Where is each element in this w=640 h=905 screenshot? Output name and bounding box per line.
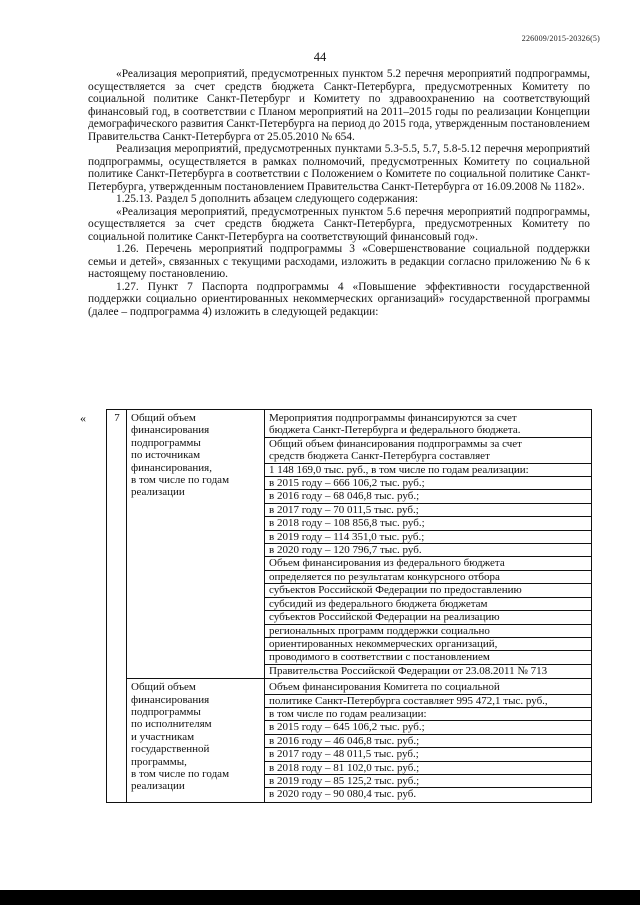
content-line: в 2015 году – 645 106,2 тыс. руб.;: [265, 721, 591, 734]
label-line: по исполнителям: [131, 718, 212, 731]
page-number: 44: [313, 50, 327, 64]
paragraph-funding-5-2: «Реализация мероприятий, предусмотренных пунктом 5.2 перечня мероприятий подпрограммы, осуществляется за счет средств бюджета Санкт-Петербурга, предусмотренных Комитету по социальной политике Санкт-Петербург и Комитету по здравоохранению на соответствующий финансовый год, в соответствии с Планом мероприятий на 2011–2015 годы по реализации Концепции демографического развития Санкт-Петербурга на период до 2015 года, утвержденным постановлением Правительства Санкт-Петербурга от 25.05.2010 № 654.: [88, 68, 590, 143]
label-line: Общий объем: [131, 681, 196, 694]
label-line: в том числе по годам: [131, 767, 230, 780]
content-line: средств бюджета Санкт-Петербурга составляет: [265, 450, 591, 463]
content-line: региональных программ поддержки социально: [265, 625, 591, 638]
label-line: финансирования,: [131, 461, 212, 474]
label-line: программы,: [131, 755, 187, 768]
content-line: определяется по результатам конкурсного отбора: [265, 571, 591, 584]
content-line: в 2016 году – 46 046,8 тыс. руб.;: [265, 735, 591, 748]
content-line: в 2019 году – 85 125,2 тыс. руб.;: [265, 775, 591, 788]
content-line: Объем финансирования из федерального бюджета: [265, 557, 591, 570]
content-line: в 2020 году – 120 796,7 тыс. руб.: [265, 544, 591, 557]
content-line: субсидий из федерального бюджета бюджетам: [265, 598, 591, 611]
content-line: в 2017 году – 48 011,5 тыс. руб.;: [265, 748, 591, 761]
content-line: субъектов Российской Федерации на реализацию: [265, 611, 591, 624]
content-line: в 2019 году – 114 351,0 тыс. руб.;: [265, 531, 591, 544]
label-line: реализации: [131, 486, 185, 499]
label-line: реализации: [131, 780, 185, 793]
row2-label-cell: [127, 679, 265, 803]
document-body: [88, 68, 590, 318]
label-line: по источникам: [131, 449, 201, 462]
content-line: субъектов Российской Федерации по предоставлению: [265, 584, 591, 597]
content-line: политике Санкт-Петербурга составляет 995 472,1 тыс. руб.,: [265, 695, 591, 708]
table-row: [107, 679, 592, 803]
content-line: в 2015 году – 666 106,2 тыс. руб.;: [265, 477, 591, 490]
content-line: проводимого в соответствии с постановлением: [265, 651, 591, 664]
paragraph-1-25-13: 1.25.13. Раздел 5 дополнить абзацем следующего содержания:: [116, 193, 419, 205]
content-line: Мероприятия подпрограммы финансируются за счет: [269, 412, 517, 424]
row-number-cell: 7: [107, 410, 127, 803]
row2-content-cell: [265, 679, 592, 803]
content-line: в 2018 году – 108 856,8 тыс. руб.;: [265, 517, 591, 530]
label-line: финансирования: [131, 693, 210, 706]
content-line: бюджета Санкт-Петербурга и федерального бюджета.: [265, 424, 591, 437]
content-line: 1 148 169,0 тыс. руб., в том числе по годам реализации:: [265, 464, 591, 477]
label-line: Общий объем: [131, 412, 196, 424]
label-line: финансирования: [131, 424, 210, 437]
label-line: в том числе по годам: [131, 474, 230, 487]
content-line: в 2016 году – 68 046,8 тыс. руб.;: [265, 490, 591, 503]
passport-table: [106, 409, 592, 803]
label-line: подпрограммы: [131, 436, 201, 449]
content-line: Объем финансирования Комитета по социальной: [265, 681, 591, 694]
content-line: ориентированных некоммерческих организаций,: [265, 638, 591, 651]
label-line: подпрограммы: [131, 705, 201, 718]
paragraph-1-27: 1.27. Пункт 7 Паспорта подпрограммы 4 «Повышение эффективности государственной поддержки социально ориентированных некоммерческих организаций» государственной программы (далее – подпрограмма 4) изложить в следующей редакции:: [88, 280, 590, 318]
table-opening-quote: «: [80, 411, 86, 425]
row1-label-cell: [127, 410, 265, 679]
content-line: Общий объем финансирования подпрограммы за счет: [269, 437, 522, 450]
scan-bottom-edge: [0, 890, 640, 905]
content-line: в 2017 году – 70 011,5 тыс. руб.;: [265, 504, 591, 517]
paragraph-funding-5-6: «Реализация мероприятий, предусмотренных пунктом 5.6 перечня мероприятий подпрограммы, осуществляется за счет средств бюджета Санкт-Петербурга, предусмотренных Комитету по социальной политике Санкт-Петербурга на соответствующий финансовый год».: [88, 205, 590, 243]
content-line: в 2018 году – 81 102,0 тыс. руб.;: [265, 762, 591, 775]
paragraph-1-26: 1.26. Перечень мероприятий подпрограммы 3 «Совершенствование социальной поддержки семьи и детей», связанных с текущими расходами, изложить в редакции согласно приложению № 6 к настоящему постановлению.: [88, 243, 590, 280]
row1-content-cell: [265, 410, 592, 679]
label-line: и участникам: [131, 730, 195, 743]
document-id: 226009/2015-20326(5): [521, 34, 600, 43]
content-line: в том числе по годам реализации:: [265, 708, 591, 721]
label-line: государственной: [131, 743, 210, 756]
paragraph-funding-5-3: Реализация мероприятий, предусмотренных пунктами 5.3-5.5, 5.7, 5.8-5.12 перечня мероприятий подпрограммы, осуществляется в рамках полномочий, предусмотренных Комитету по социальной политике Санкт-Петербурга в соответствии с Положением о Комитете по социальной политике Санкт-Петербурга, утвержденным постановлением Правительства Санкт-Петербурга от 16.09.2008 № 1182».: [88, 143, 590, 193]
table-row: [107, 410, 592, 679]
content-line: в 2020 году – 90 080,4 тыс. руб.: [269, 788, 417, 801]
content-line: Правительства Российской Федерации от 23.08.2011 № 713: [269, 664, 548, 677]
